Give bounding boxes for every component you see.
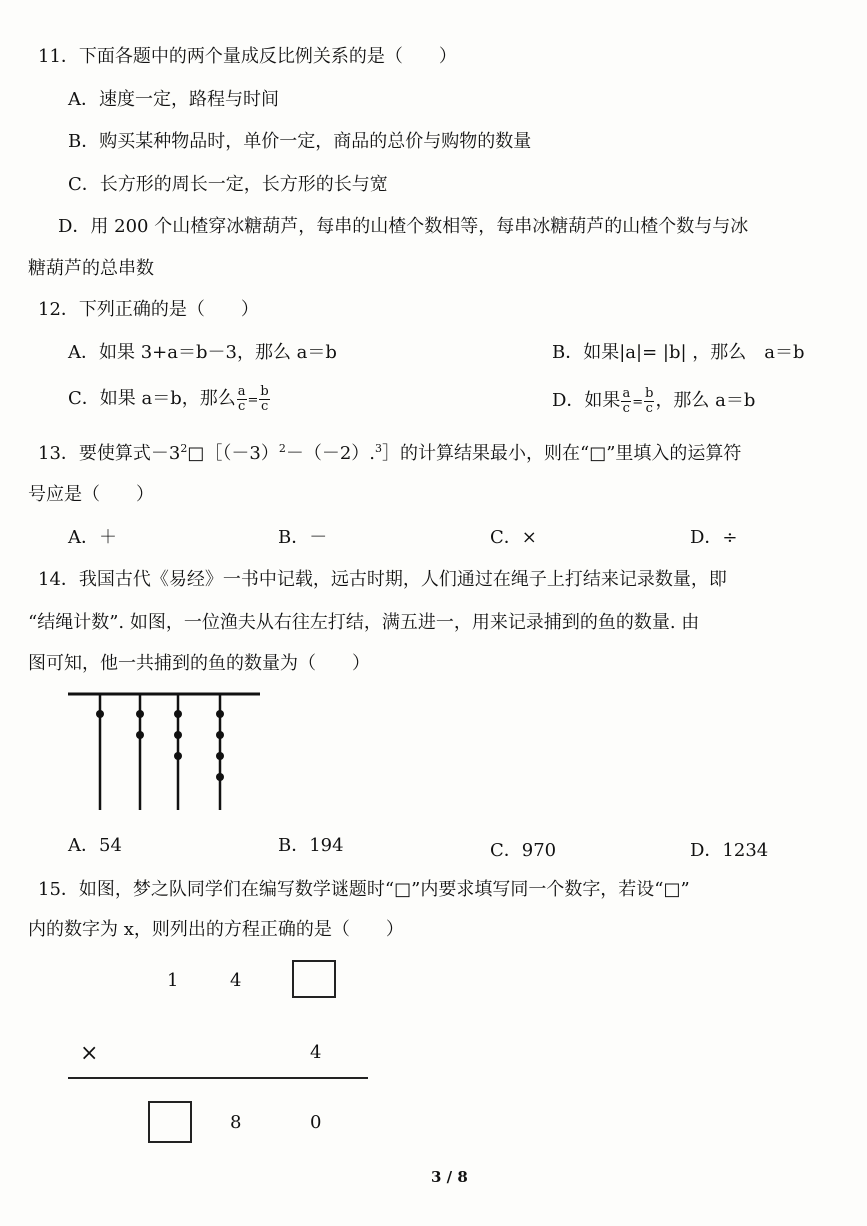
rope-knot [216,731,224,739]
q11-stem: 11．下面各题中的两个量成反比例关系的是（ ） [38,46,457,67]
rope-knot [174,710,182,718]
fraction-denominator: c [237,398,246,414]
q14-option-d: D．1234 [690,840,769,861]
rope-knot [216,710,224,718]
blank-box [292,960,336,998]
q12-option-d-conclusion: ，那么 a＝b [655,390,756,411]
blank-box [148,1101,192,1143]
page-number: 3 / 8 [431,1168,468,1186]
q14-option-a: A．54 [68,835,122,856]
fraction-numerator: a [237,383,246,399]
q11-option-d-line1: D．用 200 个山楂穿冰糖葫芦，每串的山楂个数相等，每串冰糖葫芦的山楂个数与与冰 [58,216,749,237]
q13-exponent: 3 [375,442,383,455]
puzzle-digit: 4 [230,970,242,991]
rope-knot [174,752,182,760]
q15-line2: 内的数字为 x，则列出的方程正确的是（ ） [28,919,404,940]
fraction-b-over-c [259,385,269,413]
rope-knot [216,773,224,781]
rope-knot [136,710,144,718]
q14-option-b: B．194 [278,835,344,856]
q14-option-c: C．970 [490,840,557,861]
q12-option-a: A．如果 3+a＝b－3，那么 a＝b [68,342,337,363]
fraction-a-over-c [237,385,247,413]
q13-line1 [38,443,741,463]
q11-option-d-line2: 糖葫芦的总串数 [28,258,154,279]
q13-option-d: D．÷ [690,527,738,548]
q12-option-d [552,385,755,419]
rope-knot [136,731,144,739]
q11-option-a: A．速度一定，路程与时间 [68,89,279,110]
multiply-sign: × [80,1041,99,1066]
fraction-numerator: b [260,383,269,399]
q13-option-a: A．＋ [68,527,117,548]
q13-exponent: 2 [278,442,286,455]
q11-option-c: C．长方形的周长一定，长方形的长与宽 [68,174,388,195]
q12-option-d-text: D．如果 [552,390,621,411]
q14-line3: 图可知，他一共捕到的鱼的数量为（ ） [28,653,370,674]
puzzle-digit: 1 [167,970,179,991]
multiplication-rule [68,1077,368,1079]
equals-sign: = [247,393,259,408]
fraction-b-over-c [644,387,654,415]
q15-line1: 15．如图，梦之队同学们在编写数学谜题时“□”内要求填写同一个数字，若设“□” [38,879,690,900]
rope-knot [96,710,104,718]
fraction-a-over-c [621,387,631,415]
q13-expr-part1: 13．要使算式－3 [38,443,181,464]
rope-knot [174,731,182,739]
q13-option-c: C．× [490,527,537,548]
q13-line2: 号应是（ ） [28,484,154,505]
puzzle-digit: 0 [310,1112,322,1133]
q13-option-b: B．－ [278,527,328,548]
q12-option-b: B．如果|a|= |b| ，那么 a＝b [552,342,805,363]
fraction-numerator: a [622,385,631,401]
q13-expr-part4: ］的计算结果最小，则在“□”里填入的运算符 [382,443,742,464]
q14-line1: 14．我国古代《易经》一书中记载，远古时期，人们通过在绳子上打结来记录数量，即 [38,569,727,590]
fraction-denominator: c [260,398,269,414]
q11-option-b: B．购买某种物品时，单价一定，商品的总价与购物的数量 [68,131,532,152]
puzzle-digit: 8 [230,1112,242,1133]
q13-expr-part2: □［（－3） [187,443,279,464]
q14-line2: “结绳计数”. 如图，一位渔夫从右往左打结，满五进一，用来记录捕到的鱼的数量. 由 [28,612,700,633]
puzzle-digit: 4 [310,1042,322,1063]
rope-knot [216,752,224,760]
q12-option-c-text: C．如果 a＝b，那么 [68,388,236,409]
q12-option-c [68,383,271,417]
fraction-denominator: c [622,400,630,416]
knot-rope-figure [60,686,270,816]
fraction-numerator: b [645,385,654,401]
fraction-denominator: c [645,400,653,416]
q13-expr-part3: －（－2）. [285,443,376,464]
q13-exponent: 2 [180,442,188,455]
equals-sign: = [632,395,644,410]
q12-stem: 12．下列正确的是（ ） [38,299,259,320]
